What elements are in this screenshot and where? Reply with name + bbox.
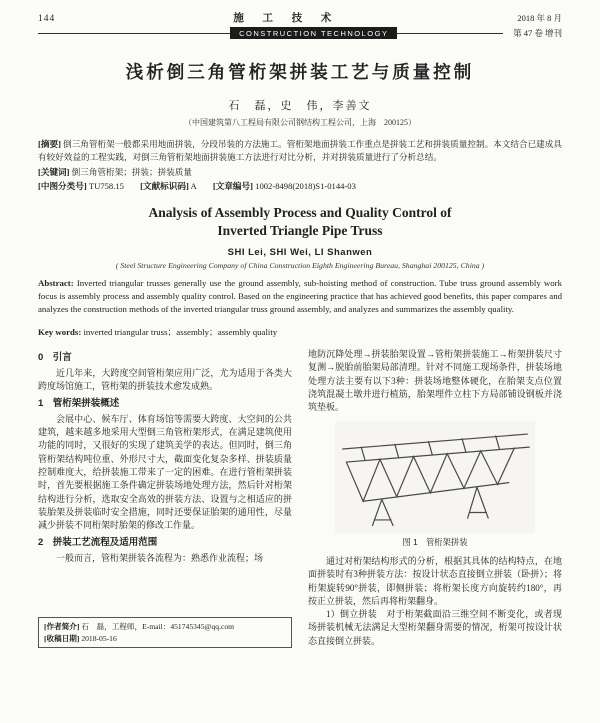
author-bio: [作者简介] 石 磊，工程师，E-mail：451745345@qq.com (44, 622, 235, 632)
english-block (38, 204, 562, 338)
article-id: [文章编号] 1002-8498(2018)S1-0144-03 (212, 180, 356, 191)
figure-1 (335, 421, 535, 553)
keywords-cn (38, 166, 562, 179)
section-1-paragraph: 会展中心、候车厅、体育场馆等需要大跨度、大空间的公共建筑，越来越多地采用大型倒三角管桁架形式，在满足建筑使用功能的同时，又很好的实现了建筑美学的表达。但同时，倒三角管桁架结构吨位重、外形尺寸大，截面变化复杂多样、拼装质量控制难度大，给拼装施工带来了一定的困难。在进行管桁架拼装时，首先要根据施工条件确定拼装场地处理方法，然后针对桁架结构进行分析，选取安全高效的拼装方法、设置与之相适应的拼装胎架及拼装临时安全措施，同时还要保证胎架的通用性，尽量减少拼装不同桁架时胎架的修改工作量。 (38, 413, 292, 531)
abstract-text-cn: 倒三角管桁架一般都采用地面拼装，分段吊装的方法施工。管桁架地面拼装工作重点是拼装工艺和拼装质量控制。本文结合已建成具有较好效益的工程实践，对倒三角管桁架地面拼装施工方法进行对比分析，并对拼装质量进行了分析总结。 (38, 139, 562, 163)
article-title-en: Analysis of Assembly Process and Quality Control of Inverted Triangle Pipe Truss (148, 205, 452, 239)
journal-title-en: CONSTRUCTION TECHNOLOGY (230, 27, 397, 39)
header-rule-right (397, 33, 503, 34)
keywords-text-en: inverted triangular truss；assembly；assembly quality (83, 327, 278, 338)
affiliation-en: ( Steel Structure Engineering Company of China Construction Eighth Engineering Bureau, Shanghai 200125, China ) (115, 260, 485, 270)
issue-date: 2018 年 8 月 (517, 13, 562, 23)
article-title-cn: 浅析倒三角管桁架拼装工艺与质量控制 (125, 62, 475, 82)
left-column (38, 348, 292, 648)
keywords-label-cn: [关键词] (38, 166, 70, 177)
right-column (308, 348, 562, 648)
journal-header (38, 10, 562, 39)
right-paragraph-3: 1）倒立拼装 对于桁架截面沿三维空间不断变化，或者现场拼装机械无法满足大型桁架翻身需要的情况，桁架可按设计状态直接倒立拼装。 (308, 609, 562, 646)
section-heading-0: 0 引言 (38, 352, 72, 364)
abstract-en (38, 277, 562, 317)
section-0-paragraph: 近几年来，大跨度空间管桁架应用广泛，尤为适用于各类大跨度场馆施工，管桁架的拼装技术愈发成熟。 (38, 368, 292, 392)
keywords-en (38, 325, 562, 338)
section-heading-2: 2 拼装工艺流程及适用范围 (38, 536, 158, 548)
affiliation-cn: （中国建筑第八工程局有限公司钢结构工程公司，上海 200125） (184, 118, 416, 127)
authors-en: SHI Lei, SHI Wei, LI Shanwen (227, 246, 373, 258)
abstract-label-en: Abstract: (38, 277, 74, 288)
classification-line (38, 180, 562, 193)
chinese-meta-block (38, 138, 562, 193)
section-2-paragraph: 一般而言，管桁架拼装各流程为：熟悉作业流程；场 (56, 552, 264, 563)
page-number: 144 (38, 14, 56, 24)
authors-cn: 石 磊，史 伟，李善文 (228, 100, 372, 112)
right-paragraph-2: 通过对桁架结构形式的分析，根据其具体的结构特点，在地面拼装时有3种拼装方法：按设计状态直接倒立拼装（卧拼）；将桁架旋转90°拼装，即侧拼装；将桁架长度方向旋转约180°，再按正立拼装，然后再将桁架翻身。 (308, 555, 562, 606)
truss-assembly-figure (335, 421, 535, 533)
keywords-label-en: Key words: (38, 327, 82, 338)
received-date: [收稿日期] 2018-05-16 (44, 633, 117, 643)
body-columns (38, 348, 562, 648)
abstract-cn (38, 138, 562, 165)
abstract-label-cn: [摘要] (38, 139, 61, 149)
right-paragraph-1: 地防沉降处理→拼装胎架设置→管桁架拼装施工→桁架拼装尺寸复测→脱胎前胎架局部清理。针对不同施工现场条件，拼装场地处理方法主要有以下3种：拼装场地整体硬化，在胎架支点位置浇筑混凝土墩并进行植筋，胎架埋件立柱下方局部铺设钢板并浇筑垫板。 (308, 349, 562, 413)
clc-number: [中图分类号] TU758.15 (38, 180, 124, 191)
document-code: [文献标识码] A (140, 180, 197, 191)
journal-title-cn: 施 工 技 术 (233, 13, 340, 24)
keywords-text-cn: 倒三角管桁架；拼装；拼装质量 (71, 166, 192, 177)
volume-info: 第 47 卷 增刊 (513, 28, 562, 38)
footnote-box (38, 617, 292, 648)
abstract-text-en: Inverted triangular trusses generally use the ground assembly, sub-hoisting method of construction. Tube truss ground assembly work focus is assembly process and assembly quality control. Based on the engineering practice that has achieved good benefits, this paper compares and analyzes the construction methods of the inverted triangular truss ground assembly, and analyzes and summarizes the assembly quality. (38, 277, 562, 315)
header-rule-left (38, 33, 230, 34)
section-heading-1: 1 管桁架拼装概述 (38, 397, 120, 409)
figure-1-caption: 图 1 管桁架拼装 (402, 536, 468, 547)
